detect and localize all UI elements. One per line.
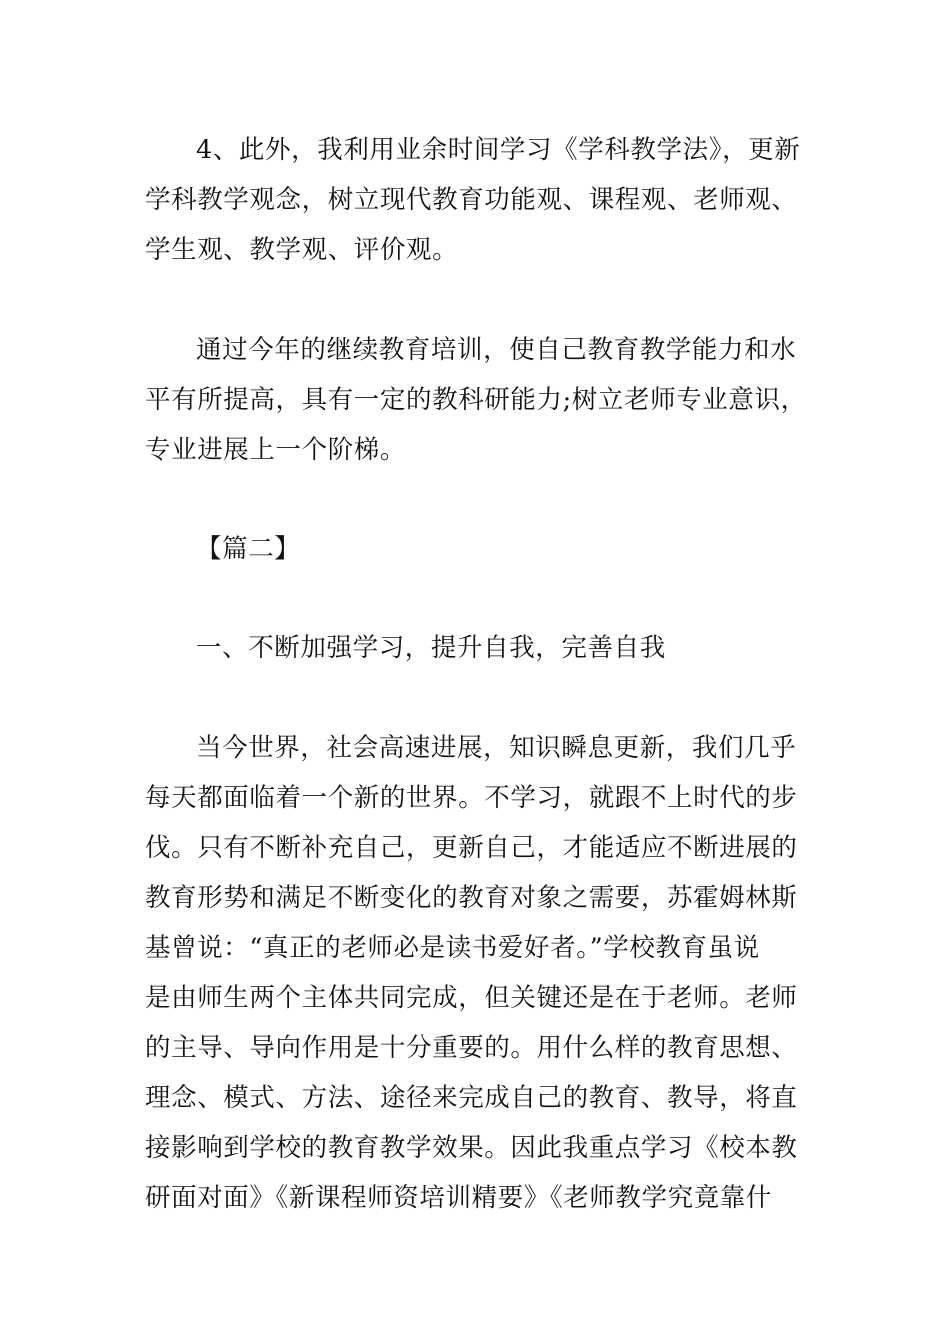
paragraph-3-line-4: 教育形势和满足不断变化的教育对象之需要，苏霍姆林斯	[145, 883, 798, 913]
section-heading: 【篇二】	[196, 534, 301, 564]
paragraph-3-line-10: 研面对面》《新课程师资培训精要》《老师教学究竟靠什	[145, 1183, 773, 1213]
paragraph-3-line-5: 基曾说：“真正的老师必是读书爱好者。”学校教育虽说	[145, 933, 760, 963]
paragraph-3-line-8: 理念、模式、方法、途径来完成自己的教育、教导，将直	[145, 1083, 798, 1113]
paragraph-3-line-2: 每天都面临着一个新的世界。不学习，就跟不上时代的步	[145, 783, 798, 813]
paragraph-2-line-1: 通过今年的继续教育培训，使自己教育教学能力和水	[196, 335, 797, 365]
paragraph-3-line-7: 的主导、导向作用是十分重要的。用什么样的教育思想、	[145, 1033, 798, 1063]
paragraph-1-line-3: 学生观、教学观、评价观。	[145, 235, 459, 265]
paragraph-3-line-9: 接影响到学校的教育教学效果。因此我重点学习《校本教	[145, 1133, 798, 1163]
paragraph-3-line-6: 是由师生两个主体共同完成，但关键还是在于老师。老师	[145, 983, 798, 1013]
paragraph-1-line-2: 学科教学观念，树立现代教育功能观、课程观、老师观、	[145, 185, 798, 215]
paragraph-3-line-1: 当今世界，社会高速进展，知识瞬息更新，我们几乎	[196, 733, 797, 763]
paragraph-2-line-2: 平有所提高，具有一定的教科研能力;树立老师专业意识，	[145, 385, 807, 415]
subheading: 一、不断加强学习，提升自我，完善自我	[196, 633, 666, 663]
paragraph-3-line-3: 伐。只有不断补充自己，更新自己，才能适应不断进展的	[145, 833, 798, 863]
paragraph-2-line-3: 专业进展上一个阶梯。	[145, 435, 407, 465]
paragraph-1-line-1: 4、此外，我利用业余时间学习《学科教学法》，更新	[196, 135, 801, 165]
